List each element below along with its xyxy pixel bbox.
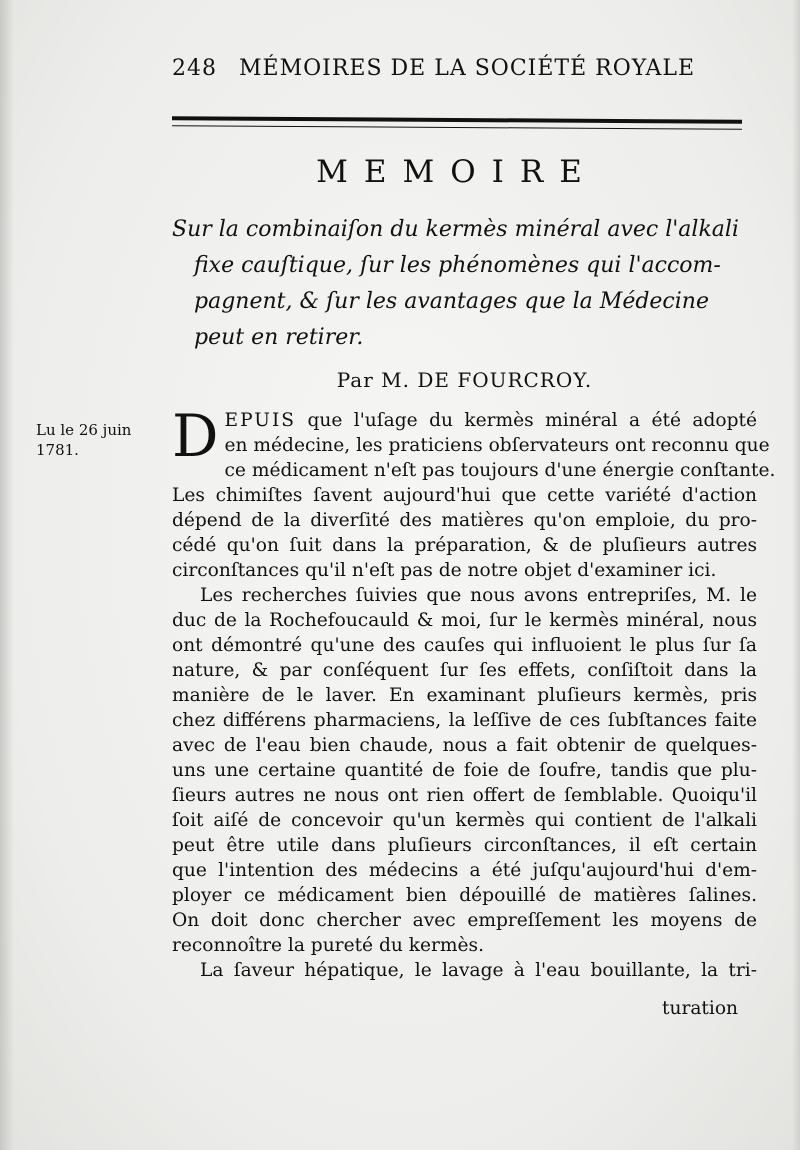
body-line: Les recherches ſuivies que nous avons entrepriſes, M. le (200, 585, 757, 606)
body-line: ce médicament n'eſt pas toujours d'une énergie conſtante. (224, 460, 776, 481)
body-line: en médecine, les praticiens obſervateurs ont reconnu que (224, 435, 770, 456)
drop-cap: D (172, 402, 219, 470)
first-word: EPUIS (224, 410, 297, 431)
page-number: 248 (172, 56, 217, 81)
body-line (172, 408, 757, 433)
margin-note-year: 1781. (36, 441, 79, 459)
running-head (172, 56, 712, 81)
body-line: chez différens pharmaciens, la leſſive de ces ſubſtances faite (172, 710, 757, 731)
body-line: uns une certaine quantité de foie de ſoufre, tandis que plu- (172, 760, 757, 781)
body-line: On doit donc chercher avec empreſſement les moyens de (172, 910, 757, 931)
body-line: ſoit aiſé de concevoir qu'un kermès qui contient de l'alkali (172, 810, 757, 831)
running-head-title: MÉMOIRES DE LA SOCIÉTÉ ROYALE (239, 56, 696, 81)
body-text (172, 402, 776, 983)
catchword: turation (662, 998, 739, 1019)
body-line: duc de la Rochefoucauld & moi, ſur le kermès minéral, nous (172, 610, 757, 631)
body-line: reconnoître la pureté du kermès. (172, 935, 484, 956)
body-line: cédé qu'on ſuit dans la préparation, & de pluſieurs autres (172, 535, 757, 556)
body-line: ployer ce médicament bien dépouillé de matières ſalines. (172, 885, 757, 906)
body-line-text: que l'uſage du kermès minéral a été adopté (307, 410, 757, 431)
header-rule-thick (172, 116, 742, 123)
body-line: peut être utile dans pluſieurs circonſtances, il eſt certain (172, 835, 757, 856)
subtitle-line: fixe cauſtique, ſur les phénomènes qui l'accom- (194, 253, 721, 278)
memoir-title: MEMOIRE (316, 154, 598, 190)
margin-note (36, 420, 166, 460)
margin-note-date: Lu le 26 juin (36, 421, 132, 439)
header-rule-thin (172, 125, 742, 129)
body-line: La ſaveur hépatique, le lavage à l'eau bouillante, la tri- (200, 960, 757, 981)
body-line: manière de le laver. En examinant pluſieurs kermès, pris (172, 685, 757, 706)
subtitle-line: Sur la combinaiſon du kermès minéral avec l'alkali (172, 217, 739, 242)
body-line: Les chimiſtes ſavent aujourd'hui que cette variété d'action (172, 485, 757, 506)
body-line: que l'intention des médecins a été juſqu'aujourd'hui d'em- (172, 860, 757, 881)
body-line: ont démontré qu'une des cauſes qui influoient le plus ſur ſa (172, 635, 757, 656)
body-line: nature, & par conſéquent ſur ſes effets, conſiſtoit dans la (172, 660, 757, 681)
author-byline: Par M. DE FOURCROY. (336, 368, 593, 392)
body-line: avec de l'eau bien chaude, nous a fait obtenir de quelques- (172, 735, 757, 756)
subtitle-line: peut en retirer. (194, 325, 364, 350)
body-line: ſieurs autres ne nous ont rien offert de ſemblable. Quoiqu'il (172, 785, 757, 806)
body-line: dépend de la diverſité des matières qu'on emploie, du pro- (172, 510, 757, 531)
subtitle-line: pagnent, & ſur les avantages que la Médecine (194, 289, 709, 314)
body-line: circonſtances qu'il n'eſt pas de notre objet d'examiner ici. (172, 560, 717, 581)
memoir-subtitle (172, 212, 757, 356)
